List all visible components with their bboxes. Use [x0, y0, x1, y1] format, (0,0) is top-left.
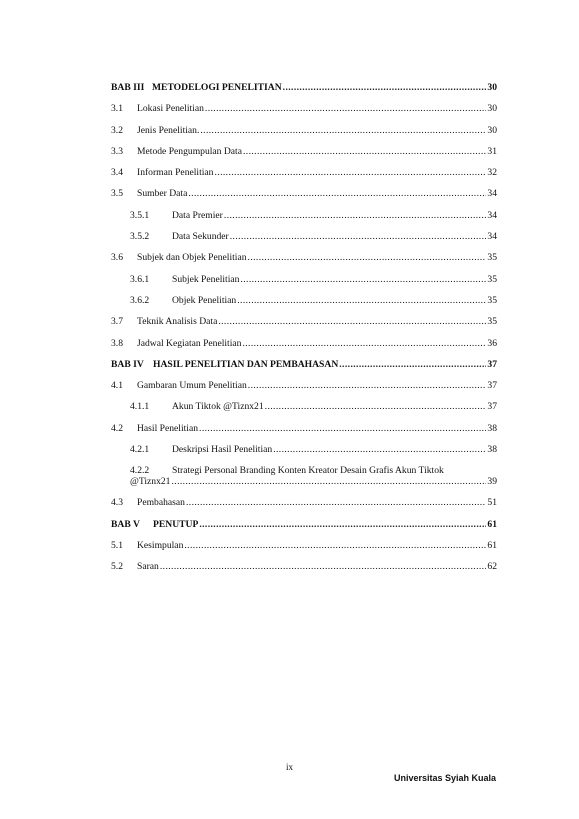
toc-chapter[interactable]	[111, 519, 497, 530]
leader-dots	[214, 167, 486, 178]
toc-entry[interactable]	[111, 540, 497, 551]
toc-entry-label: PENUTUP	[153, 518, 199, 530]
toc-entry[interactable]	[111, 423, 497, 434]
toc-entry-page: 35	[487, 316, 497, 328]
toc-entry[interactable]	[111, 252, 497, 263]
leader-dots	[243, 146, 486, 157]
toc-entry-page: 37	[487, 401, 497, 413]
toc-entry-number: 4.2.1	[130, 444, 150, 456]
toc-entry-number: 3.4	[111, 167, 123, 179]
toc-entry-label: HASIL PENELITIAN DAN PEMBAHASAN	[153, 358, 339, 370]
toc-entry-label: Gambaran Umum Penelitian	[137, 380, 247, 392]
toc-entry[interactable]	[111, 380, 497, 391]
toc-entry-number: 3.5.1	[130, 209, 150, 221]
toc-entry-label-continued: @Tiznx21	[130, 476, 171, 488]
toc-entry-number: 3.5.2	[130, 231, 150, 243]
leader-dots	[186, 497, 486, 508]
toc-entry[interactable]	[111, 188, 497, 199]
toc-entry-number: 4.2	[111, 422, 123, 434]
leader-dots	[240, 274, 486, 285]
toc-entry-page: 39	[487, 476, 497, 488]
toc-entry-label: METODELOGI PENELITIAN	[152, 82, 282, 93]
toc-entry-number: 3.6	[111, 252, 123, 264]
toc-entry-page: 62	[487, 561, 497, 573]
toc-entry-number: 3.5	[111, 188, 123, 200]
toc-entry[interactable]	[111, 231, 497, 242]
toc-entry[interactable]	[111, 146, 497, 157]
toc-entry-page: 30	[487, 103, 497, 115]
leader-dots	[224, 210, 487, 221]
toc-entry-label: Subjek Penelitian	[172, 273, 240, 285]
leader-dots	[188, 188, 486, 199]
toc-entry-label: Sumber Data	[137, 188, 188, 200]
leader-dots	[200, 125, 486, 136]
toc-entry-page: 37	[487, 358, 497, 370]
toc-entry-label: Jenis Penelitian.	[137, 124, 200, 136]
university-name: Universitas Syiah Kuala	[393, 773, 496, 783]
toc-entry-label: Data Sekunder	[172, 231, 229, 243]
toc-entry[interactable]	[111, 103, 497, 114]
leader-dots	[273, 444, 486, 455]
toc-entry[interactable]	[111, 210, 497, 221]
toc-entry[interactable]	[111, 497, 497, 508]
toc-entry[interactable]	[111, 338, 497, 349]
toc-entry-page: 30	[487, 124, 497, 136]
toc-entry[interactable]	[111, 561, 497, 572]
toc-entry-number: 3.1	[111, 103, 123, 115]
toc-entry-page: 37	[487, 380, 497, 392]
toc-entry-label: Teknik Analisis Data	[137, 316, 218, 328]
toc-entry-number: 3.8	[111, 337, 123, 349]
toc-entry-label: Metode Pengumpulan Data	[137, 145, 242, 157]
toc-entry-label: Akun Tiktok @Tiznx21	[172, 401, 264, 413]
toc-entry-label: Lokasi Penelitian	[137, 103, 204, 115]
toc-entry-page: 34	[487, 188, 497, 200]
toc-chapter[interactable]	[111, 82, 497, 93]
toc-entry-number: 4.1	[111, 380, 123, 392]
toc-entry-page: 35	[487, 273, 497, 285]
toc-entry-page: 35	[487, 252, 497, 264]
leader-dots	[339, 359, 486, 370]
toc-entry-number: 4.3	[111, 497, 123, 509]
leader-dots	[184, 540, 486, 551]
toc-entry-number: BAB V	[111, 518, 140, 530]
toc-entry-page: 38	[487, 444, 497, 456]
toc-entry-number: 3.2	[111, 124, 123, 136]
toc-entry-number: 3.6.2	[130, 294, 150, 306]
toc-entry-page: 35	[487, 294, 497, 306]
leader-dots	[171, 476, 486, 487]
leader-dots	[160, 561, 487, 572]
toc-entry-number: 3.7	[111, 316, 123, 328]
leader-dots	[199, 519, 486, 530]
toc-entry[interactable]	[111, 274, 497, 285]
toc-entry-page: 51	[487, 497, 497, 509]
toc-entry[interactable]	[111, 444, 497, 455]
toc-chapter[interactable]	[111, 359, 497, 370]
toc-entry-label: Pembahasan	[137, 497, 185, 509]
toc-entry-label: Informan Penelitian	[137, 167, 214, 179]
toc-entry-page: 32	[487, 167, 497, 179]
toc-entry-number: 4.1.1	[130, 401, 150, 413]
toc-entry-number: 3.3	[111, 145, 123, 157]
toc-entry-label: Subjek dan Objek Penelitian	[137, 252, 247, 264]
toc-entry[interactable]	[111, 125, 497, 136]
leader-dots	[283, 82, 487, 93]
toc-entry[interactable]	[111, 401, 497, 412]
toc-entry-label: Deskripsi Hasil Penelitian	[172, 444, 273, 456]
toc-entry[interactable]	[111, 316, 497, 327]
toc-entry-number: 5.2	[111, 561, 123, 573]
leader-dots	[248, 380, 487, 391]
toc-entry-number: BAB III	[111, 82, 145, 93]
leader-dots	[218, 316, 486, 327]
page-number: ix	[285, 762, 293, 772]
leader-dots	[230, 231, 487, 242]
toc-entry-label: Objek Penelitian	[172, 294, 237, 306]
toc-entry-page: 34	[487, 209, 497, 221]
toc-entry-number: BAB IV	[111, 358, 144, 370]
toc-entry-page: 30	[487, 82, 497, 93]
leader-dots	[237, 295, 486, 306]
leader-dots	[248, 252, 487, 263]
toc-entry-page: 38	[487, 422, 497, 434]
toc-entry-label: Kesimpulan	[137, 539, 184, 551]
toc-entry-page: 61	[487, 518, 497, 530]
toc-entry-label: Strategi Personal Branding Konten Kreator Desain Grafis Akun Tiktok	[172, 465, 444, 477]
toc-entry-label: Data Premier	[172, 209, 223, 221]
toc-entry-number: 3.6.1	[130, 273, 150, 285]
toc-entry-label: Saran	[137, 561, 159, 573]
toc-entry-label: Jadwal Kegiatan Penelitian	[137, 337, 242, 349]
toc-entry[interactable]	[111, 167, 497, 178]
table-of-contents	[111, 82, 497, 583]
toc-entry[interactable]	[111, 465, 497, 487]
toc-entry-label: Hasil Penelitian	[137, 422, 199, 434]
leader-dots	[199, 423, 486, 434]
leader-dots	[205, 103, 487, 114]
leader-dots	[265, 401, 487, 412]
toc-entry[interactable]	[111, 295, 497, 306]
toc-entry-page: 61	[487, 539, 497, 551]
leader-dots	[242, 338, 486, 349]
toc-entry-page: 34	[487, 231, 497, 243]
toc-entry-number: 5.1	[111, 539, 123, 551]
toc-entry-page: 36	[487, 337, 497, 349]
toc-entry-page: 31	[487, 145, 497, 157]
toc-entry-number: 4.2.2	[130, 465, 150, 477]
